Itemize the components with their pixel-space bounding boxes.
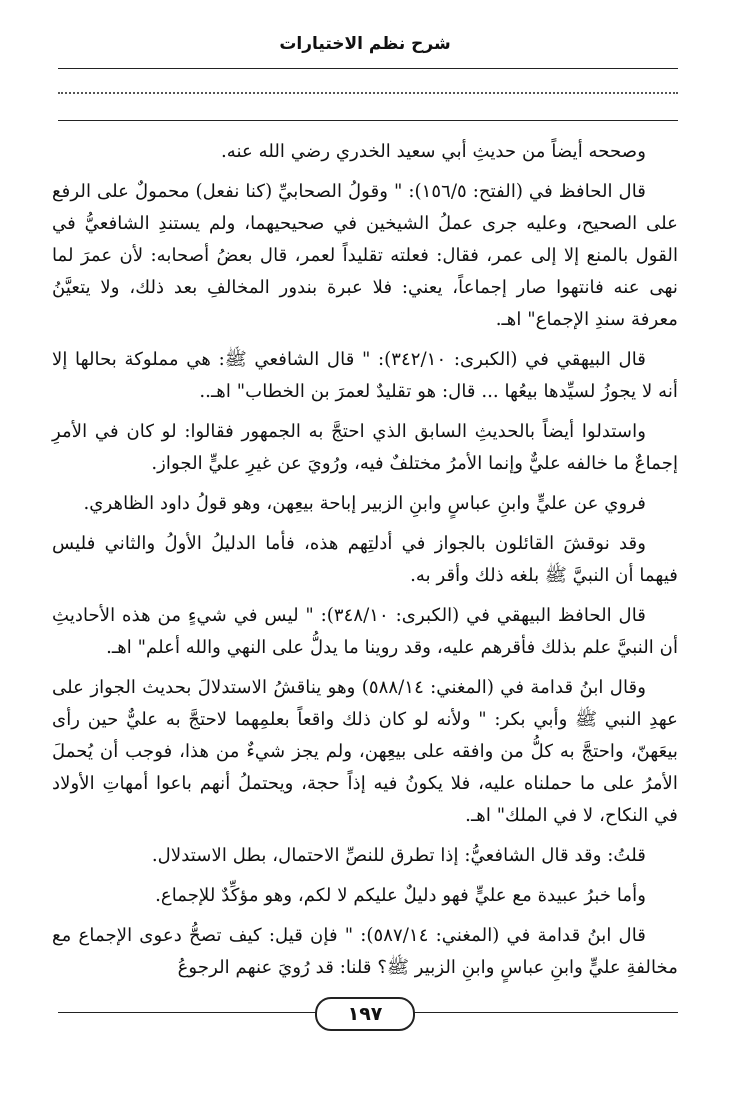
paragraph: وأما خبرُ عبيدة مع عليٍّ فهو دليلٌ عليكم لا لكم، وهو مؤكِّدٌ للإجماع. (155, 885, 646, 906)
page-number: ١٩٧ (315, 997, 415, 1031)
paragraph: قال الحافظ في (الفتح: ١٥٦/٥): " وقولُ الصحابيِّ (كنا نفعل) محمولٌ على الرفع على الصحيح، وعليه جرى عملُ الشيخين في صحيحيهما، ولم يستندِ الشافعيُّ في القول بالمنع إلا إلى عمر، فقال: فعلته تقليداً لعمر، قال بعضُ أصحابه: لأن عمرَ لما نهى عنه فانتهوا صار إجماعاً، يعني: فلا عبرة بندور المخالفِ بعد ذلك، ولا يتعيَّنُ معرفة سندِ الإجماع" اهـ. (52, 181, 678, 330)
paragraph: وقال ابنُ قدامة في (المغني: ٥٨٨/١٤) وهو يناقشُ الاستدلالَ بحديث الجواز على عهدِ النبي ﷺ وأبي بكر: " ولأنه لو كان ذلك واقعاً بعلمِهما لاحتجَّ به عليٌّ حين رأى بيعَهنّ، واحتجَّ به كلُّ من وافقه على بيعِهن، ولم يجز شيءٌ من هذا، فوجب أن يُحملَ الأمرُ على ما حملناه عليه، فلا يكونُ فيه إذاً حجة، ويحتملُ أنهم باعوا أمهاتِ الأولاد في النكاح، لا في الملك" اهـ. (52, 677, 678, 826)
paragraph: واستدلوا أيضاً بالحديثِ السابق الذي احتجَّ به الجمهور فقالوا: لو كان في الأمرِ إجماعٌ ما خالفه عليٌّ وإنما الأمرُ مختلفٌ فيه، ورُويَ عن غيرِ عليٍّ الجواز. (52, 421, 678, 474)
paragraph: قال الحافظ البيهقي في (الكبرى: ٣٤٨/١٠): " ليس في شيءٍ من هذه الأحاديثِ أن النبيَّ علم بذلك فأقرهم عليه، وقد روينا ما يدلُّ على النهي والله أعلم" اهـ. (52, 605, 678, 658)
paragraph: قلتُ: وقد قال الشافعيُّ: إذا تطرق للنصِّ الاحتمال، بطل الاستدلال. (151, 845, 646, 866)
paragraph: فروي عن عليٍّ وابنِ عباسٍ وابنِ الزبير إباحة بيعِهن، وهو قولُ داود الظاهري. (83, 493, 646, 514)
header-rule-top (58, 68, 678, 69)
paragraph: قال البيهقي في (الكبرى: ٣٤٢/١٠): " قال الشافعي ﷺ: هي مملوكة بحالها إلا أنه لا يجوزُ لسيِّدها بيعُها ... قال: هو تقليدٌ لعمرَ بن الخطاب" اهـ.. (52, 349, 678, 402)
main-text (52, 136, 678, 992)
paragraph: وصححه أيضاً من حديثِ أبي سعيد الخدري رضي الله عنه. (220, 141, 646, 162)
running-header-title: شرح نظم الاختيارات (279, 34, 451, 54)
paragraph: وقد نوقشَ القائلون بالجواز في أدلتِهم هذه، فأما الدليلُ الأولُ والثاني فليس فيهما أن النبيَّ ﷺ بلغه ذلك وأقر به. (52, 533, 678, 586)
header-dotted-line (58, 92, 678, 94)
paragraph: قال ابنُ قدامة في (المغني: ٥٨٧/١٤): " فإن قيل: كيف تصحُّ دعوى الإجماع مع مخالفةِ عليٍّ وابنِ عباسٍ وابنِ الزبير ﷺ؟ قلنا: قد رُويَ عنهم الرجوعُ (52, 925, 678, 978)
header-rule-bottom (58, 120, 678, 121)
